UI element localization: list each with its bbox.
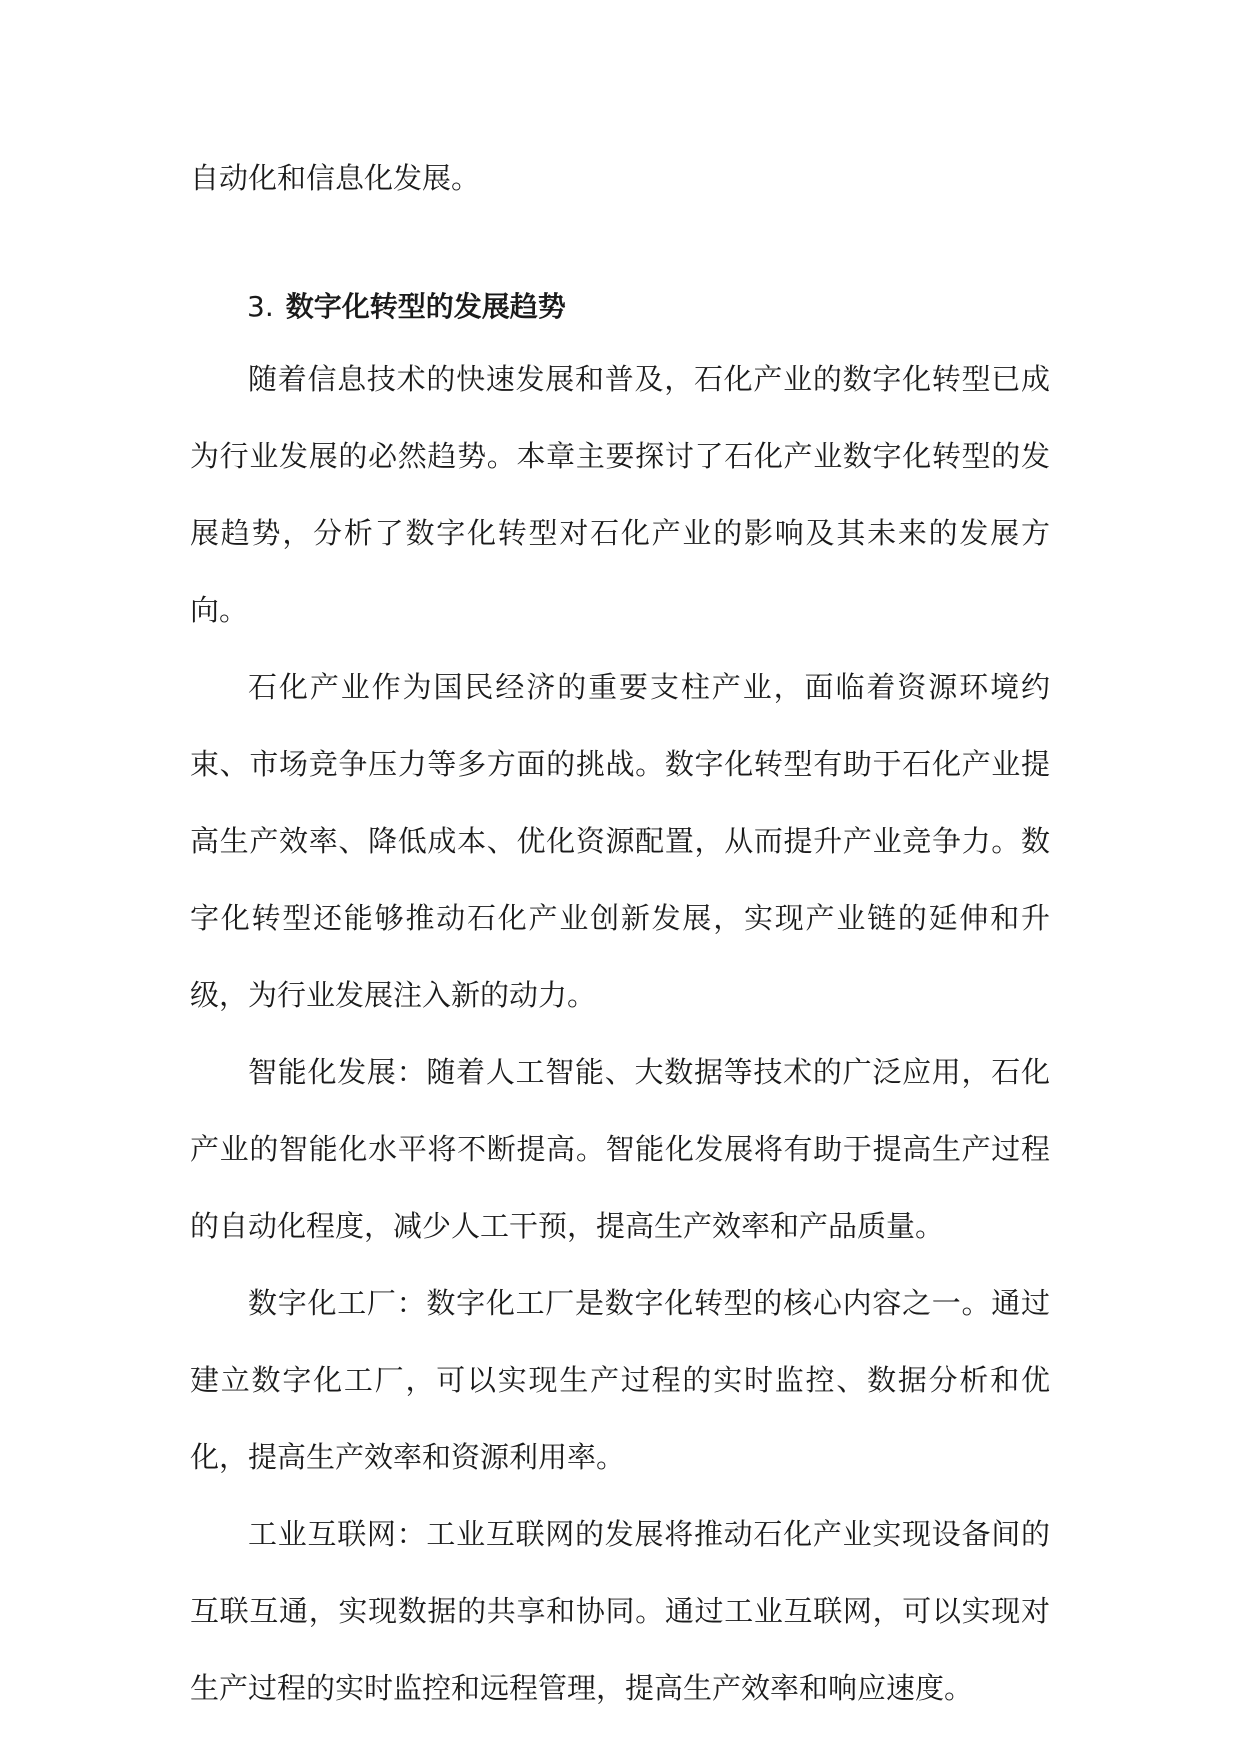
section-number: 3. — [247, 290, 274, 323]
body-paragraph: 智能化发展：随着人工智能、大数据等技术的广泛应用，石化产业的智能化水平将不断提高。智能化发展将有助于提高生产过程的自动化程度，减少人工干预，提高生产效率和产品质量。 — [190, 1055, 1050, 1243]
section-title: 数字化转型的发展趋势 — [285, 290, 566, 323]
body-paragraph: 数字化工厂：数字化工厂是数字化转型的核心内容之一。通过建立数字化工厂，可以实现生产过程的实时监控、数据分析和优化，提高生产效率和资源利用率。 — [190, 1286, 1050, 1474]
page-content — [190, 140, 1050, 1727]
continuation-paragraph: 自动化和信息化发展。 — [190, 161, 481, 195]
body-paragraph: 工业互联网：工业互联网的发展将推动石化产业实现设备间的互联互通，实现数据的共享和协同。通过工业互联网，可以实现对生产过程的实时监控和远程管理，提高生产效率和响应速度。 — [190, 1517, 1050, 1705]
body-paragraph: 石化产业作为国民经济的重要支柱产业，面临着资源环境约束、市场竞争压力等多方面的挑战。数字化转型有助于石化产业提高生产效率、降低成本、优化资源配置，从而提升产业竞争力。数字化转型还能够推动石化产业创新发展，实现产业链的延伸和升级，为行业发展注入新的动力。 — [190, 670, 1050, 1012]
section-heading — [190, 217, 1050, 341]
body-paragraph: 随着信息技术的快速发展和普及，石化产业的数字化转型已成为行业发展的必然趋势。本章主要探讨了石化产业数字化转型的发展趋势，分析了数字化转型对石化产业的影响及其未来的发展方向。 — [190, 362, 1050, 627]
